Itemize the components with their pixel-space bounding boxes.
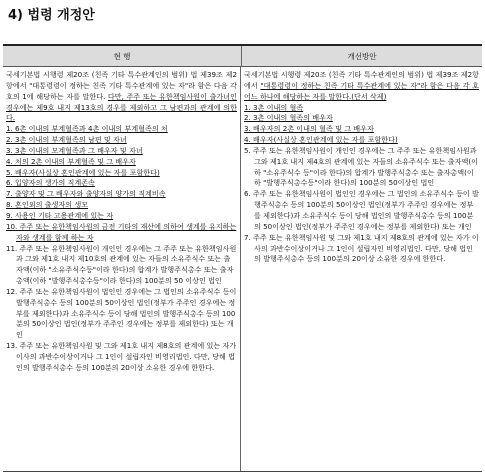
proposed-item-6: 6. 주주 또는 유한책임사원이 법인인 경우에는 그 법인의 소유주식수 등이 발행주식총수 등의 100분의 50이상인 법인(정부가 주주인 경우에는 정부를 제외한다)과 소유주식수 등이 당해 법인의 발행주식총수 등의 100분의 50이상인 법인(정부가 주주인 경우에는 정부를 제외한다) 또는 개인 [244, 189, 479, 231]
proposed-item-1: 1. 3촌 이내의 혈족 [244, 102, 304, 112]
current-item-9: 9. 사용인 기타 고용관계에 있는 자 [6, 210, 114, 220]
current-item-11: 11. 주주 또는 유한책임사원이 개인인 경우에는 그 주주 또는 유한책임사원과 그와 제1호 내지 제10호의 관계에 있는 자들의 소유주식수 또는 출자액(이하 "소유주식수등"이라 한다)의 합계가 발행주식총수 또는 출자총액(이하 "발행주식총수등"이라 한다)의 100분의 50 이상인 법인 [6, 243, 237, 286]
current-item-4: 4. 처의 2촌 이내의 부계혈족 및 그 배우자 [6, 156, 136, 166]
current-item-8: 8. 혼인외의 출생자의 생모 [6, 200, 89, 210]
current-item-6: 6. 입양자의 생가의 직계존속 [6, 178, 95, 188]
proposed-column [241, 67, 482, 471]
current-item-1: 1. 6촌 이내의 부계혈족과 4촌 이내의 부계혈족의 처 [6, 124, 168, 134]
header-proposed: 개선방안 [347, 51, 377, 61]
section-heading: 4) 법령 개정안 [8, 8, 95, 23]
current-item-12: 12. 주주 또는 유한책임사원이 법인인 경우에는 그 법인의 소유주식수 등이 발행주식총수 등의 100분의 50이상인 법인(정부가 주주인 경우에는 정부를 제외한다)과 소유주식수 등이 당해 법인의 발행주식총수 등의 100분의 50이상인 법인(정부가 주주인 경우에는 정부를 제외한다) 또는 개인 [6, 286, 237, 340]
current-column [3, 67, 241, 471]
current-item-5: 5. 배우자(사실상 혼인관계에 있는 자를 포함한다) [6, 167, 160, 177]
proposed-item-4: 4. 배우자(사실상 혼인관계에 있는 자를 포함한다) [244, 135, 398, 145]
proposed-intro-text: 국세기본법 시행령 제20조 (친족 기타 특수관계인의 범위) 법 제39조 제2항에서 [244, 70, 479, 90]
current-item-10: 10. 주주 또는 유한책임사원의 금전 기타의 재산에 의하여 생계를 유지하는 자와 생계를 함께 하는 자 [6, 221, 237, 242]
proposed-amended-text: "대통령령이 정하는 친족 기타 특수관계에 있는 자"라 함은 다음 각 호 어느 하나에 해당하는 자를 말한다.(단서 삭제) [244, 80, 480, 101]
current-intro-text: 국세기본법 시행령 제20조 (친족 기타 특수관계인의 범위) 법 제39조 제2항에서 "대통령령이 정하는 친족 기타 특수관계에 있는 자"라 함은 다음 각 호의 1에 해당하는 자를 말한다. [6, 70, 237, 101]
proposed-intro [244, 70, 479, 103]
header-current: 현 행 [3, 46, 242, 66]
table-body [3, 67, 482, 471]
current-item-7: 7. 출양자 및 그 배우자와 출양자의 양가의 직계비속 [6, 189, 166, 199]
current-proviso: 다만, 주주 또는 유한책임사원이 출가녀인 경우에는 제9호 내지 제13호의 경우를 제외하고 그 남편과의 관계에 의한다. [6, 91, 237, 123]
table-header [3, 46, 482, 67]
proposed-item-2: 2. 3촌 이내의 혈족의 배우자 [244, 113, 333, 123]
current-intro [6, 70, 237, 124]
current-item-3: 3. 3촌 이내의 모계혈족과 그 배우자 및 자녀 [6, 145, 143, 155]
current-item-13: 13. 주주 또는 유한책임사원 및 그와 제1호 내지 제8호의 관계에 있는 자가 이사의 과반수이상이거나 그 1인이 설립자인 비영리법인. 다만, 당해 법인의 발행주식총수 등의 100분의 20이상 소유한 경우에 한한다. [6, 341, 237, 372]
proposed-item-5: 5. 주주 또는 유한책임사원이 개인인 경우에는 그 주주 또는 유한책임사원과 그와 제1호 내지 제4호의 관계에 있는 자들의 소유주식수 또는 출자액(이하 "소유주식수 등"이라 한다)의 합계가 발행주식총수 또는 출자총액(이하 "발행주식총수등"이라 한다)의 100분의 50이상인 법인 [244, 145, 478, 188]
proposed-item-7: 7. 주주 또는 유한책임사원 및 그와 제1호 내지 제8호의 관계에 있는 자가 이사의 과반수이상이거나 그 1인이 설립자인 비영리법인. 다만, 당해 법인의 발행주식총수 등의 100분의 20이상 소유한 경우에 한한다. [244, 232, 479, 264]
amendment-table [3, 44, 482, 472]
current-item-2: 2. 3촌 이내의 부계혈족의 남편 및 자녀 [6, 135, 127, 145]
proposed-item-3: 3. 배우자의 2촌 이내의 혈족 및 그 배우자 [244, 124, 374, 134]
